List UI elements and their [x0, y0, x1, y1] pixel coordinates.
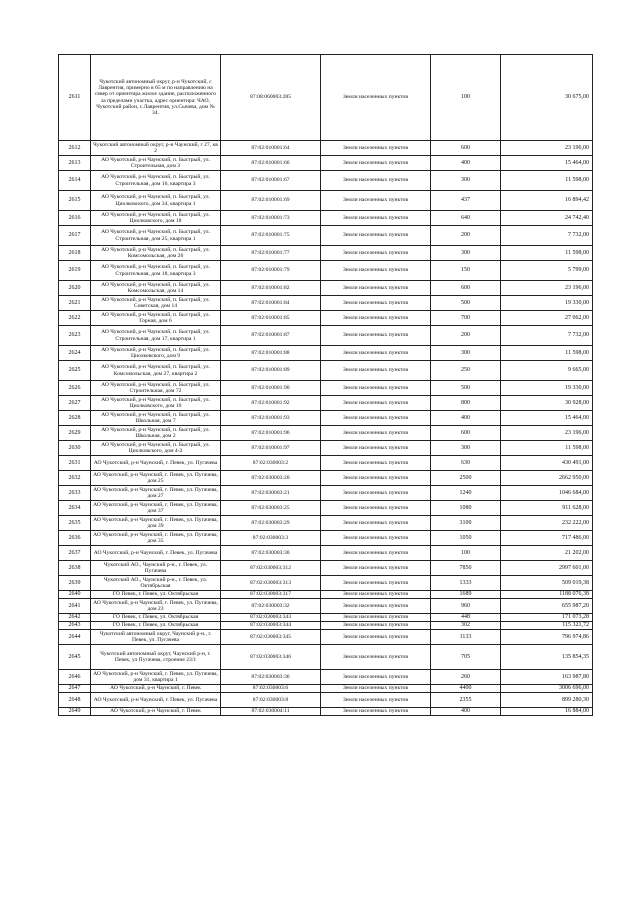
- plot-area: 500: [431, 381, 501, 396]
- row-number: 2618: [59, 246, 91, 261]
- plot-area: 600: [431, 141, 501, 156]
- plot-area: 437: [431, 191, 501, 211]
- land-category: Земли населенных пунктов: [321, 630, 431, 645]
- plot-area: 448: [431, 614, 501, 622]
- cadastral-value: 1188 076,38: [501, 591, 593, 599]
- plot-area: 300: [431, 171, 501, 191]
- plot-area: 600: [431, 426, 501, 441]
- cadastral-number: 87:02:030003:343: [221, 614, 321, 622]
- table-row: [59, 156, 593, 171]
- cadastral-number: 87:02:030003:25: [221, 501, 321, 516]
- table-row: [59, 486, 593, 501]
- cadastral-value: 15 464,00: [501, 411, 593, 426]
- cadastral-number: 87:02:010001:88: [221, 346, 321, 361]
- land-category: Земли населенных пунктов: [321, 411, 431, 426]
- land-category: Земли населенных пунктов: [321, 226, 431, 246]
- row-number: 2628: [59, 411, 91, 426]
- row-number: 2617: [59, 226, 91, 246]
- cadastral-number: 87:02:010001:93: [221, 411, 321, 426]
- cadastral-value: 16 884,00: [501, 708, 593, 716]
- plot-area: 250: [431, 361, 501, 381]
- land-category: Земли населенных пунктов: [321, 311, 431, 326]
- cadastral-number: 87:02:010001:64: [221, 141, 321, 156]
- plot-area: 400: [431, 708, 501, 716]
- land-category: Земли населенных пунктов: [321, 296, 431, 311]
- cadastral-number: 87:02:030003:20: [221, 471, 321, 486]
- plot-address: АО Чукотский, р-н Чаунский, п. Быстрый, ул. Школьная, дом 2: [91, 426, 221, 441]
- row-number: 2637: [59, 546, 91, 561]
- row-number: 2625: [59, 361, 91, 381]
- cadastral-number: 87:02:030003:8: [221, 693, 321, 708]
- plot-address: АО Чукотский, р-н Чаунский, г. Певек, ул. Пугачева, дом 31, квартира 1: [91, 670, 221, 685]
- row-number: 2611: [59, 55, 91, 141]
- table-row: [59, 426, 593, 441]
- land-category: Земли населенных пунктов: [321, 156, 431, 171]
- cadastral-value: 115 321,72: [501, 622, 593, 630]
- land-category: Земли населенных пунктов: [321, 211, 431, 226]
- land-category: Земли населенных пунктов: [321, 685, 431, 693]
- land-category: Земли населенных пунктов: [321, 546, 431, 561]
- row-number: 2636: [59, 531, 91, 546]
- land-category: Земли населенных пунктов: [321, 614, 431, 622]
- cadastral-value: 3006 696,00: [501, 685, 593, 693]
- cadastral-number: 87:02:030003:344: [221, 622, 321, 630]
- cadastral-value: 430 491,00: [501, 456, 593, 471]
- cadastral-value: 796 974,86: [501, 630, 593, 645]
- row-number: 2627: [59, 396, 91, 411]
- plot-area: 260: [431, 670, 501, 685]
- cadastral-number: 87:02:010001:89: [221, 361, 321, 381]
- table-row: [59, 471, 593, 486]
- row-number: 2626: [59, 381, 91, 396]
- plot-area: 100: [431, 55, 501, 141]
- plot-address: АО Чукотский, р-н Чаунский, п. Быстрый, ул. Комсомольская, дом 26: [91, 246, 221, 261]
- plot-area: 800: [431, 396, 501, 411]
- land-category: Земли населенных пунктов: [321, 191, 431, 211]
- row-number: 2613: [59, 156, 91, 171]
- row-number: 2619: [59, 261, 91, 281]
- plot-area: 640: [431, 211, 501, 226]
- land-plots-table: [58, 54, 593, 716]
- plot-address: АО Чукотский, р-н Чаунский, п. Быстрый, ул. Советская, дом 14: [91, 296, 221, 311]
- cadastral-value: 21 202,00: [501, 546, 593, 561]
- cadastral-value: 899 280,30: [501, 693, 593, 708]
- cadastral-number: 87:02:010001:79: [221, 261, 321, 281]
- land-category: Земли населенных пунктов: [321, 361, 431, 381]
- plot-address: ГО Певек, г. Певек, ул. Октябрьская: [91, 622, 221, 630]
- cadastral-number: 87:02:010001:85: [221, 311, 321, 326]
- plot-address: АО Чукотский, р-н Чаунский, п. Быстрый, ул. Строительная, дом 17, квартира 1: [91, 326, 221, 346]
- plot-address: АО Чукотский, р-н Чаунский, п. Быстрый, ул. Горная, дом 6: [91, 311, 221, 326]
- plot-area: 1050: [431, 531, 501, 546]
- table-row: [59, 645, 593, 670]
- land-category: Земли населенных пунктов: [321, 171, 431, 191]
- row-number: 2644: [59, 630, 91, 645]
- cadastral-value: 23 196,00: [501, 281, 593, 296]
- cadastral-number: 87:02:030003:317: [221, 591, 321, 599]
- land-category: Земли населенных пунктов: [321, 261, 431, 281]
- land-category: Земли населенных пунктов: [321, 501, 431, 516]
- cadastral-value: 11 598,00: [501, 246, 593, 261]
- cadastral-number: 87:02:010001:92: [221, 396, 321, 411]
- plot-address: АО Чукотский, р-н Чаунский, п. Быстрый, ул. Строительная, дом 3: [91, 156, 221, 171]
- plot-address: АО Чукотский, р-н Чаунский, г. Певек, ул. Пугачева: [91, 546, 221, 561]
- land-category: Земли населенных пунктов: [321, 576, 431, 591]
- plot-area: 1133: [431, 630, 501, 645]
- table-row: [59, 296, 593, 311]
- plot-area: 2355: [431, 693, 501, 708]
- cadastral-number: 87:02:030003:313: [221, 576, 321, 591]
- cadastral-value: 2662 950,00: [501, 471, 593, 486]
- plot-area: 300: [431, 246, 501, 261]
- row-number: 2635: [59, 516, 91, 531]
- table-row: [59, 591, 593, 599]
- cadastral-value: 11 598,00: [501, 441, 593, 456]
- land-category: Земли населенных пунктов: [321, 281, 431, 296]
- land-category: Земли населенных пунктов: [321, 561, 431, 576]
- table-row: [59, 630, 593, 645]
- plot-address: АО Чукотский, р-н Чаунский, п. Быстрый, ул. Строительная, дом 25, квартира 1: [91, 226, 221, 246]
- table-row: [59, 441, 593, 456]
- row-number: 2616: [59, 211, 91, 226]
- plot-area: 400: [431, 411, 501, 426]
- plot-address: АО Чукотский, р-н Чаунский, п. Быстрый, ул. Комсомольская, дом 14: [91, 281, 221, 296]
- cadastral-value: 232 222,00: [501, 516, 593, 531]
- cadastral-number: 87:02:010001:67: [221, 171, 321, 191]
- cadastral-number: 87:02:030003:312: [221, 561, 321, 576]
- table-row: [59, 456, 593, 471]
- table-row: [59, 411, 593, 426]
- row-number: 2647: [59, 685, 91, 693]
- table-row: [59, 614, 593, 622]
- cadastral-number: 87:02:030003:346: [221, 645, 321, 670]
- plot-address: АО Чукотский, р-н Чаунский, п. Быстрый, ул. Школьная, дом 7: [91, 411, 221, 426]
- cadastral-number: 87:02:030003:2: [221, 456, 321, 471]
- row-number: 2631: [59, 456, 91, 471]
- land-category: Земли населенных пунктов: [321, 141, 431, 156]
- table-row: [59, 693, 593, 708]
- table-row: [59, 361, 593, 381]
- plot-address: ГО Певек, г. Певек, ул. Октябрьская: [91, 614, 221, 622]
- row-number: 2624: [59, 346, 91, 361]
- row-number: 2638: [59, 561, 91, 576]
- table-row: [59, 246, 593, 261]
- table-row: [59, 226, 593, 246]
- land-category: Земли населенных пунктов: [321, 441, 431, 456]
- table-row: [59, 396, 593, 411]
- plot-address: АО Чукотский, р-н Чаунский, г. Певек, ул. Пугачева: [91, 456, 221, 471]
- cadastral-number: 87:02:010001:66: [221, 156, 321, 171]
- cadastral-number: 87:02:030003:345: [221, 630, 321, 645]
- plot-area: 960: [431, 599, 501, 614]
- cadastral-value: 163 987,80: [501, 670, 593, 685]
- cadastral-number: 87:02:010001:97: [221, 441, 321, 456]
- cadastral-number: 87:02:010001:77: [221, 246, 321, 261]
- plot-address: АО Чукотский, р-н Чаунский, г. Певек, ул. Пугачева, дом 35: [91, 531, 221, 546]
- row-number: 2643: [59, 622, 91, 630]
- plot-area: 3100: [431, 516, 501, 531]
- cadastral-number: 87:02:010001:90: [221, 381, 321, 396]
- row-number: 2615: [59, 191, 91, 211]
- row-number: 2632: [59, 471, 91, 486]
- land-category: Земли населенных пунктов: [321, 471, 431, 486]
- cadastral-value: 911 628,00: [501, 501, 593, 516]
- land-category: Земли населенных пунктов: [321, 622, 431, 630]
- plot-area: 1333: [431, 576, 501, 591]
- plot-address: Чукотский АО., Чаунский р-н., г. Певек, ул. Пугачева: [91, 561, 221, 576]
- cadastral-value: 24 742,40: [501, 211, 593, 226]
- table-row: [59, 326, 593, 346]
- table-row: [59, 685, 593, 693]
- cadastral-number: 87:08:060003:285: [221, 55, 321, 141]
- plot-area: 700: [431, 311, 501, 326]
- cadastral-number: 87:02:010001:75: [221, 226, 321, 246]
- land-category: Земли населенных пунктов: [321, 645, 431, 670]
- land-category: Земли населенных пунктов: [321, 396, 431, 411]
- plot-address: АО Чукотский, р-н Чаунский, п. Быстрый, ул. Циолковского, дом 10: [91, 396, 221, 411]
- table-row: [59, 261, 593, 281]
- land-registry-sheet: [58, 54, 592, 716]
- row-number: 2633: [59, 486, 91, 501]
- plot-area: 400: [431, 156, 501, 171]
- table-row: [59, 311, 593, 326]
- row-number: 2641: [59, 599, 91, 614]
- cadastral-number: 87:02:030004:11: [221, 708, 321, 716]
- cadastral-value: 5 799,00: [501, 261, 593, 281]
- plot-area: 300: [431, 441, 501, 456]
- cadastral-number: 87:02:010001:84: [221, 296, 321, 311]
- plot-area: 1689: [431, 591, 501, 599]
- plot-address: АО Чукотский, р-н Чаунский, г. Певек: [91, 685, 221, 693]
- plot-address: Чукотский автономный округ, р-н Чаунский, г 27, кв 2: [91, 141, 221, 156]
- cadastral-value: 11 598,00: [501, 171, 593, 191]
- cadastral-value: 7 732,00: [501, 226, 593, 246]
- plot-address: Чукотский автономный округ, Чаунский р-н., г. Певек, ул. Пугачева: [91, 630, 221, 645]
- plot-address: АО Чукотский, р-н Чаунский, г. Певек, ул. Пугачева, дом 37: [91, 501, 221, 516]
- land-category: Земли населенных пунктов: [321, 599, 431, 614]
- cadastral-value: 717 486,00: [501, 531, 593, 546]
- cadastral-number: 87:02:030003:21: [221, 486, 321, 501]
- cadastral-number: 87:02:030003:30: [221, 546, 321, 561]
- table-row: [59, 141, 593, 156]
- table-row: [59, 516, 593, 531]
- land-category: Земли населенных пунктов: [321, 531, 431, 546]
- plot-address: АО Чукотский, р-н Чаунский, г. Певек, ул. Пугачева, дом 23: [91, 599, 221, 614]
- cadastral-number: 87:02:030003:32: [221, 599, 321, 614]
- land-category: Земли населенных пунктов: [321, 246, 431, 261]
- table-row: [59, 622, 593, 630]
- plot-area: 150: [431, 261, 501, 281]
- row-number: 2648: [59, 693, 91, 708]
- cadastral-number: 87:02:010001:73: [221, 211, 321, 226]
- cadastral-value: 23 196,00: [501, 426, 593, 441]
- row-number: 2642: [59, 614, 91, 622]
- row-number: 2640: [59, 591, 91, 599]
- plot-area: 2500: [431, 471, 501, 486]
- cadastral-value: 1046 684,00: [501, 486, 593, 501]
- plot-area: 300: [431, 346, 501, 361]
- plot-address: АО Чукотский, р-н Чаунский, п. Быстрый, ул. Циолковского, дом 9: [91, 346, 221, 361]
- cadastral-number: 87:02:030003:29: [221, 516, 321, 531]
- land-category: Земли населенных пунктов: [321, 693, 431, 708]
- land-category: Земли населенных пунктов: [321, 426, 431, 441]
- plot-area: 7850: [431, 561, 501, 576]
- land-category: Земли населенных пунктов: [321, 670, 431, 685]
- row-number: 2612: [59, 141, 91, 156]
- cadastral-value: 19 330,00: [501, 296, 593, 311]
- table-row: [59, 531, 593, 546]
- plot-area: 200: [431, 226, 501, 246]
- plot-area: 4400: [431, 685, 501, 693]
- cadastral-value: 27 062,00: [501, 311, 593, 326]
- cadastral-value: 9 665,00: [501, 361, 593, 381]
- plot-address: АО Чукотский, р-н Чаунский, г. Певек, ул. Пугачева: [91, 693, 221, 708]
- plot-area: 500: [431, 296, 501, 311]
- row-number: 2621: [59, 296, 91, 311]
- row-number: 2629: [59, 426, 91, 441]
- cadastral-value: 23 196,00: [501, 141, 593, 156]
- table-row: [59, 576, 593, 591]
- cadastral-value: 7 732,00: [501, 326, 593, 346]
- cadastral-number: 87:02:010001:96: [221, 426, 321, 441]
- plot-area: 1240: [431, 486, 501, 501]
- cadastral-number: 87:02:010001:69: [221, 191, 321, 211]
- table-row: [59, 501, 593, 516]
- table-row: [59, 670, 593, 685]
- cadastral-value: 2997 601,00: [501, 561, 593, 576]
- table-row: [59, 171, 593, 191]
- cadastral-value: 19 330,00: [501, 381, 593, 396]
- table-row: [59, 55, 593, 141]
- cadastral-value: 16 894,42: [501, 191, 593, 211]
- table-row: [59, 211, 593, 226]
- land-category: Земли населенных пунктов: [321, 456, 431, 471]
- row-number: 2645: [59, 645, 91, 670]
- plot-area: 1080: [431, 501, 501, 516]
- plot-area: 302: [431, 622, 501, 630]
- row-number: 2649: [59, 708, 91, 716]
- row-number: 2634: [59, 501, 91, 516]
- cadastral-number: 87:02:030003:3: [221, 531, 321, 546]
- plot-address: ГО Певек, г. Певек, ул. Октябрьская: [91, 591, 221, 599]
- land-category: Земли населенных пунктов: [321, 516, 431, 531]
- plot-address: АО Чукотский, р-н Чаунский, п. Быстрый, ул. Циолковского, дом 34, квартира 1: [91, 191, 221, 211]
- cadastral-value: 30 928,00: [501, 396, 593, 411]
- plot-address: Чукотский автономный округ, р-н Чукотский, с Лаврентия, примерно в 65 м по направлению на север от ориентира жилое здание, расположенного за пределами участка, адрес ориентира: ЧАО, Чукотский район, с.Лаврентия, ул.Сычева, дом № 34.: [91, 55, 221, 141]
- land-category: Земли населенных пунктов: [321, 591, 431, 599]
- plot-area: 200: [431, 326, 501, 346]
- table-row: [59, 561, 593, 576]
- plot-address: АО Чукотский, р-н Чаунский, п. Быстрый, ул. Циолковского, дом 18: [91, 211, 221, 226]
- row-number: 2630: [59, 441, 91, 456]
- plot-area: 100: [431, 546, 501, 561]
- row-number: 2622: [59, 311, 91, 326]
- row-number: 2620: [59, 281, 91, 296]
- plot-address: АО Чукотский, р-н Чаунский, п. Быстрый, ул. Комсомольская, дом 27, квартира 2: [91, 361, 221, 381]
- cadastral-value: 171 073,28: [501, 614, 593, 622]
- cadastral-value: 15 464,00: [501, 156, 593, 171]
- table-row: [59, 381, 593, 396]
- plot-address: АО Чукотский, р-н Чаунский, г. Певек, ул. Пугачева, дом 25: [91, 471, 221, 486]
- table-row: [59, 346, 593, 361]
- cadastral-value: 135 854,35: [501, 645, 593, 670]
- plot-address: Чукотский АО., Чаунский р-н., г. Певек, ул. Октябрьская: [91, 576, 221, 591]
- plot-address: АО Чукотский, р-н Чаунский, г. Певек, ул. Пугачева, дом 39: [91, 516, 221, 531]
- table-row: [59, 546, 593, 561]
- land-category: Земли населенных пунктов: [321, 381, 431, 396]
- plot-address: АО Чукотский, р-н Чаунский, п. Быстрый, ул. Строительная, дом 18, квартира 3: [91, 261, 221, 281]
- table-body: [59, 55, 593, 716]
- table-row: [59, 191, 593, 211]
- cadastral-value: 509 019,38: [501, 576, 593, 591]
- plot-address: АО Чукотский, р-н Чаунский, г. Певек, ул. Пугачева, дом 27: [91, 486, 221, 501]
- plot-address: АО Чукотский, р-н Чаунский, п. Быстрый, ул. Циолковского, дом 4-2: [91, 441, 221, 456]
- cadastral-value: 30 675,00: [501, 55, 593, 141]
- land-category: Земли населенных пунктов: [321, 346, 431, 361]
- cadastral-number: 87:02:030003:6: [221, 685, 321, 693]
- row-number: 2614: [59, 171, 91, 191]
- plot-area: 600: [431, 281, 501, 296]
- table-row: [59, 281, 593, 296]
- land-category: Земли населенных пунктов: [321, 486, 431, 501]
- row-number: 2646: [59, 670, 91, 685]
- row-number: 2623: [59, 326, 91, 346]
- land-category: Земли населенных пунктов: [321, 708, 431, 716]
- cadastral-number: 87:02:010001:87: [221, 326, 321, 346]
- cadastral-number: 87:02:030003:36: [221, 670, 321, 685]
- row-number: 2639: [59, 576, 91, 591]
- plot-area: 630: [431, 456, 501, 471]
- plot-area: 705: [431, 645, 501, 670]
- land-category: Земли населенных пунктов: [321, 326, 431, 346]
- cadastral-value: 11 598,00: [501, 346, 593, 361]
- plot-address: АО Чукотский, р-н Чаунский, п. Быстрый, ул. Строительная, дом 16, квартира 3: [91, 171, 221, 191]
- plot-address: АО Чукотский, р-н Чаунский, г. Певек: [91, 708, 221, 716]
- cadastral-number: 87:02:010001:82: [221, 281, 321, 296]
- land-category: Земли населенных пунктов: [321, 55, 431, 141]
- plot-address: Чукотский автономный округ, Чаунский р-н, г. Певек, ул Пугачева, строение 23/1: [91, 645, 221, 670]
- table-row: [59, 599, 593, 614]
- table-row: [59, 708, 593, 716]
- plot-address: АО Чукотский, р-н Чаунский, п. Быстрый, ул. Строительная, дом 72: [91, 381, 221, 396]
- cadastral-value: 655 987,20: [501, 599, 593, 614]
